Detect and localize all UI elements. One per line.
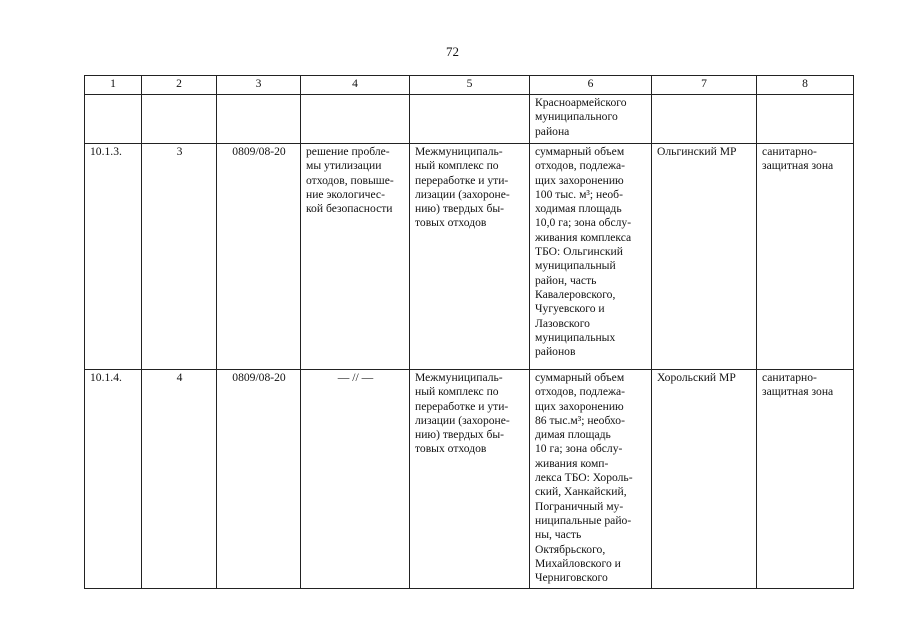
cell-line: суммарный объем (535, 145, 625, 158)
row-zone-cell (757, 370, 854, 589)
cell-line: Лазовского (535, 316, 590, 330)
cell-line: щих захоронению (535, 399, 624, 413)
row-purpose-cell (301, 144, 410, 370)
page-number: 72 (446, 44, 459, 59)
cell-line: ный комплекс по (415, 385, 499, 399)
cell-line: защитная зона (762, 159, 834, 173)
cell-line: 10,0 га; зона обслу- (535, 216, 632, 230)
cell-line: Октябрьского, (535, 542, 606, 556)
cell-line: мы утилизации (306, 159, 382, 173)
cell-line: лизации (захороне- (415, 187, 510, 201)
cell-line: отходов, подлежа- (535, 385, 626, 399)
cell-line: район, часть (535, 273, 597, 287)
cell-line: суммарный объем (535, 371, 625, 384)
cell-line: Межмуниципаль- (415, 371, 503, 384)
cell-line: Межмуниципаль- (415, 145, 503, 158)
cell-line: кой безопасности (306, 202, 393, 216)
row-params-cell (530, 370, 652, 589)
row-number-cell: 10.1.3. (85, 144, 142, 370)
column-number-header: 1 (85, 76, 142, 95)
row-purpose-ditto-cell: — // — (301, 370, 410, 589)
column-number-row (85, 76, 854, 95)
row-params-cell (530, 144, 652, 370)
cell-line: щих захоронению (535, 173, 624, 187)
cell-line: переработке и ути- (415, 399, 509, 413)
cell-line: муниципальный (535, 259, 616, 273)
cell-line: Михайловского и (535, 556, 621, 570)
column-number-header: 3 (217, 76, 301, 95)
continuation-params-cell (530, 95, 652, 144)
cell-line: района (535, 124, 570, 138)
cell-line: Черниговского (535, 571, 608, 585)
cell-line: ны, часть (535, 528, 582, 542)
cell-line: Пограничный му- (535, 499, 624, 513)
cell-line: 10 га; зона обслу- (535, 442, 623, 456)
column-number-header: 5 (410, 76, 530, 95)
cell-line: переработке и ути- (415, 173, 509, 187)
row-index-cell: 4 (142, 370, 217, 589)
cell-line: лизации (захороне- (415, 413, 510, 427)
row-location-cell: Хорольский МР (652, 370, 757, 589)
cell-line: санитарно- (762, 371, 817, 384)
cell-line: районов (535, 345, 576, 359)
cell-line: ниципальные райо- (535, 513, 632, 527)
cell-line: муниципального (535, 110, 618, 124)
cell-line: отходов, повыше- (306, 173, 394, 187)
cell-line: димая площадь (535, 428, 611, 442)
cell-line: Красноармейского (535, 96, 627, 109)
column-number-header: 7 (652, 76, 757, 95)
column-number-header: 4 (301, 76, 410, 95)
cell-line: 86 тыс.м³; необхо- (535, 413, 625, 427)
cell-line: товых отходов (415, 216, 487, 230)
document-table (84, 75, 854, 589)
cell-line: решение пробле- (306, 145, 390, 158)
cell-line: ный комплекс по (415, 159, 499, 173)
cell-line: Чугуевского и (535, 302, 605, 316)
cell-line: товых отходов (415, 442, 487, 456)
row-zone-cell (757, 144, 854, 370)
cell-line: санитарно- (762, 145, 817, 158)
cell-line: 100 тыс. м³; необ- (535, 187, 623, 201)
row-code-cell: 0809/08-20 (217, 370, 301, 589)
row-object-cell (410, 370, 530, 589)
row-number-cell: 10.1.4. (85, 370, 142, 589)
cell-line: ский, Ханкайский, (535, 485, 627, 499)
continuation-row (85, 95, 854, 144)
row-index-cell: 3 (142, 144, 217, 370)
cell-line: живания комплекса (535, 230, 632, 244)
cell-line: Кавалеровского, (535, 287, 616, 301)
cell-line: нию) твердых бы- (415, 428, 505, 442)
row-code-cell: 0809/08-20 (217, 144, 301, 370)
cell-line: ТБО: Ольгинский (535, 245, 623, 259)
cell-line: защитная зона (762, 385, 834, 399)
column-number-header: 6 (530, 76, 652, 95)
table-row-10-1-3 (85, 144, 854, 370)
cell-line: живания комп- (535, 456, 609, 470)
column-number-header: 8 (757, 76, 854, 95)
table-row-10-1-4 (85, 370, 854, 589)
cell-line: ходимая площадь (535, 202, 622, 216)
cell-line: нию) твердых бы- (415, 202, 505, 216)
cell-line: лекса ТБО: Хороль- (535, 471, 633, 485)
cell-line: муниципальных (535, 330, 616, 344)
row-object-cell (410, 144, 530, 370)
row-location-cell: Ольгинский МР (652, 144, 757, 370)
cell-line: ние экологичес- (306, 187, 385, 201)
column-number-header: 2 (142, 76, 217, 95)
cell-line: отходов, подлежа- (535, 159, 626, 173)
